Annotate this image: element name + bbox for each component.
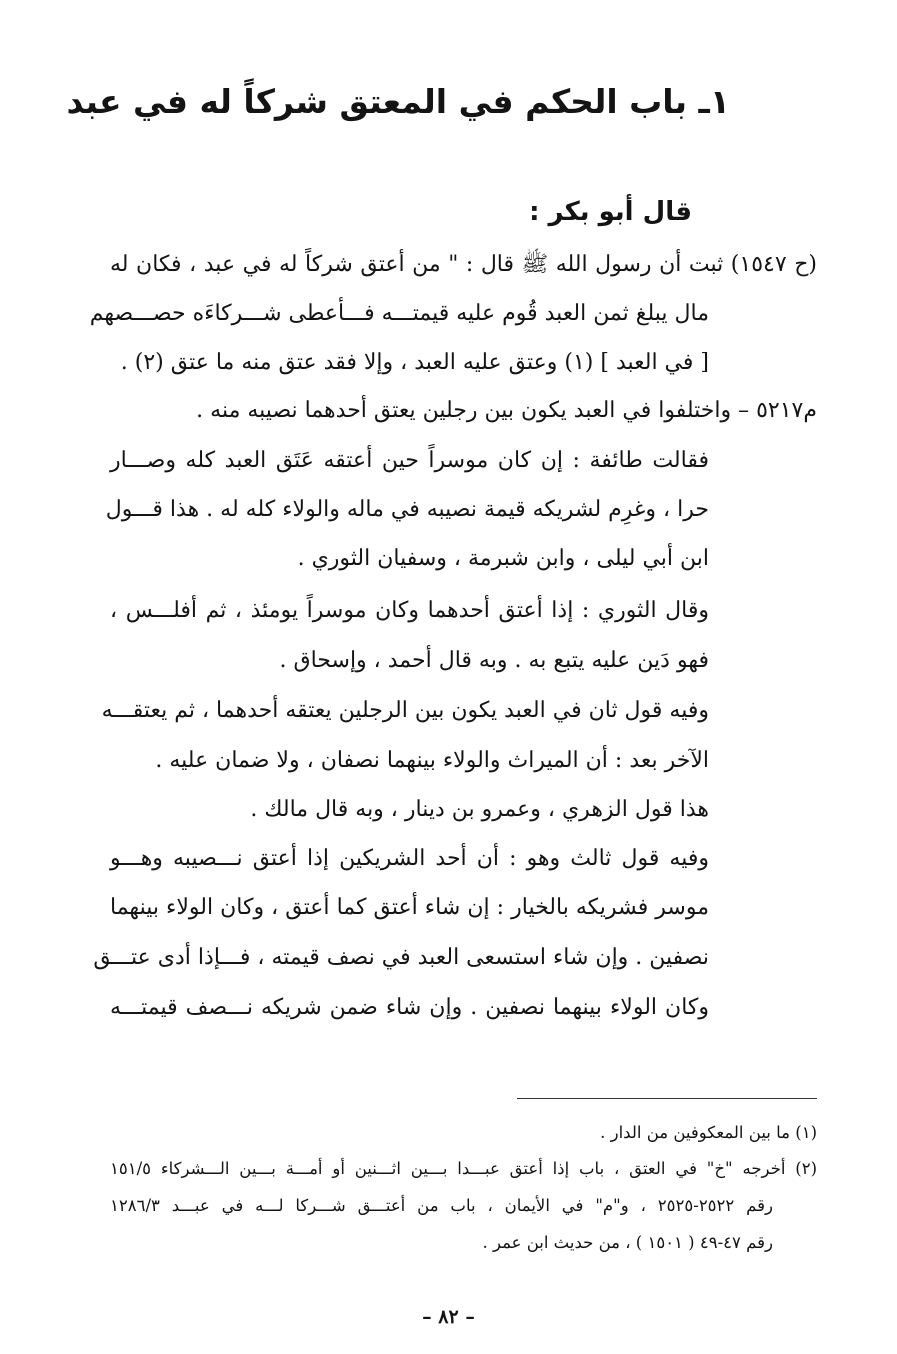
- body-line: فهو دَين عليه يتبع به . وبه قال أحمد ، وإسحاق .: [279, 648, 709, 673]
- footnote: (١) ما بين المعكوفين من الدار .: [600, 1123, 817, 1142]
- body-line: (ح ١٥٤٧) ثبت أن رسول الله ﷺ قال : " من أعتق شركاً له في عبد ، فكان له: [110, 252, 818, 277]
- body-line: ابن أبي ليلى ، وابن شبرمة ، وسفيان الثوري .: [297, 546, 709, 571]
- footnote-continuation: رقم ٢٥٢٢-٢٥٢٥ ، و"م" في الأيمان ، باب من أعتـــق شـــركا لـــه في عبـــد ١٢٨٦/٣: [110, 1196, 773, 1215]
- body-line: موسر فشريكه بالخيار : إن شاء أعتق كما أعتق ، وكان الولاء بينهما: [110, 895, 709, 920]
- body-line: م٥٢١٧ – واختلفوا في العبد يكون بين رجلين يعتق أحدهما نصيبه منه .: [196, 398, 817, 423]
- chapter-heading: ١ـ باب الحكم في المعتق شركاً له في عبد: [66, 82, 730, 121]
- page-number: – ٨٢ –: [422, 1306, 475, 1328]
- footnote-separator: [517, 1098, 817, 1099]
- body-line: فقالت طائفة : إن كان موسراً حين أعتقه عَتَق العبد كله وصـــار: [110, 448, 709, 473]
- body-line: وكان الولاء بينهما نصفين . وإن شاء ضمن شريكه نـــصف قيمتـــه: [110, 995, 709, 1020]
- body-line: هذا قول الزهري ، وعمرو بن دينار ، وبه قال مالك .: [250, 797, 709, 822]
- body-line: [ في العبد ] (١) وعتق عليه العبد ، وإلا فقد عتق منه ما عتق (٢) .: [120, 350, 709, 375]
- body-line: وفيه قول ثالث وهو : أن أحد الشريكين إذا أعتق نـــصيبه وهـــو: [110, 846, 709, 871]
- body-line: الآخر بعد : أن الميراث والولاء بينهما نصفان ، ولا ضمان عليه .: [155, 748, 709, 773]
- body-line: حرا ، وغرِم لشريكه قيمة نصيبه في ماله والولاء كله له . هذا قـــول: [105, 497, 709, 522]
- footnote: (٢) أخرجه "خ" في العتق ، باب إذا أعتق عبـــدا بـــين اثـــنين أو أمـــة بـــين الـــشركاء ١٥١/٥: [110, 1159, 817, 1178]
- body-line: مال يبلغ ثمن العبد قُوم عليه قيمتـــه فـــأعطى شـــركاءَه حصـــصهم: [89, 301, 709, 326]
- body-line: وفيه قول ثان في العبد يكون بين الرجلين يعتقه أحدهما ، ثم يعتقـــه: [101, 698, 709, 723]
- body-line: وقال الثوري : إذا أعتق أحدهما وكان موسراً يومئذ ، ثم أفلـــس ،: [110, 598, 709, 623]
- body-line: نصفين . وإن شاء استسعى العبد في نصف قيمته ، فـــإذا أدى عتـــق: [93, 945, 709, 970]
- footnote-continuation: رقم ٤٧-٤٩ ( ١٥٠١ ) ، من حديث ابن عمر .: [482, 1233, 773, 1252]
- speaker-line: قال أبو بكر :: [529, 197, 692, 227]
